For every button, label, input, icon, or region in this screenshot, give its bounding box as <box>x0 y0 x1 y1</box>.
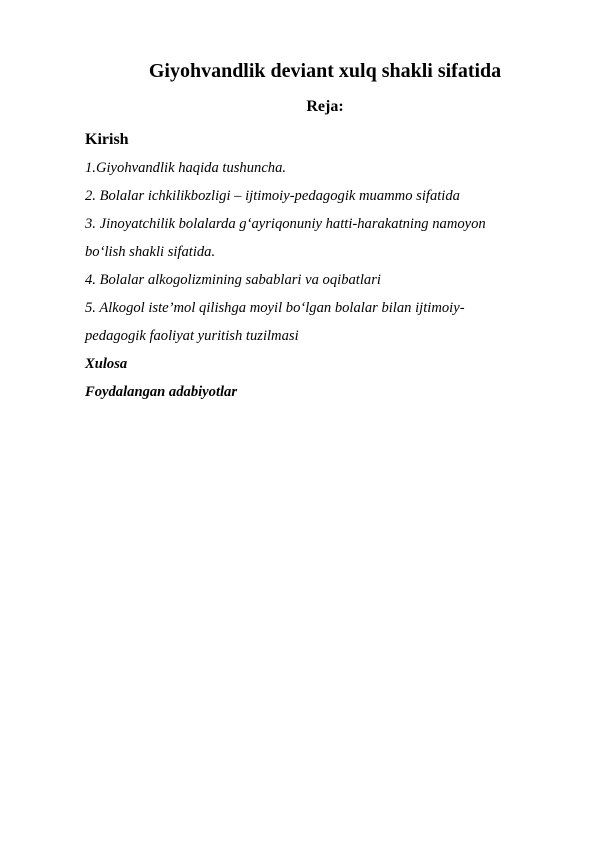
toc-item-1: 1.Giyohvandlik haqida tushuncha. <box>85 160 287 176</box>
toc-item-5-continued: pedagogik faoliyat yuritish tuzilmasi <box>85 328 299 344</box>
toc-item-3-continued: bo‘lish shakli sifatida. <box>85 244 216 260</box>
document-title: Giyohvandlik deviant xulq shakli sifatida <box>148 60 502 82</box>
toc-item-5: 5. Alkogol iste’mol qilishga moyil bo‘lgan bolalar bilan ijtimoiy- <box>85 300 465 316</box>
toc-conclusion: Xulosa <box>85 356 128 372</box>
table-of-contents <box>85 126 530 406</box>
toc-introduction: Kirish <box>85 131 129 148</box>
plan-heading: Reja: <box>306 98 344 115</box>
toc-item-4: 4. Bolalar alkogolizmining sabablari va oqibatlari <box>85 272 381 288</box>
toc-item-3: 3. Jinoyatchilik bolalarda g‘ayriqonuniy hatti-harakatning namoyon <box>85 216 486 232</box>
toc-references: Foydalangan adabiyotlar <box>85 384 238 400</box>
toc-item-2: 2. Bolalar ichkilikbozligi – ijtimoiy-pedagogik muammo sifatida <box>85 188 460 204</box>
